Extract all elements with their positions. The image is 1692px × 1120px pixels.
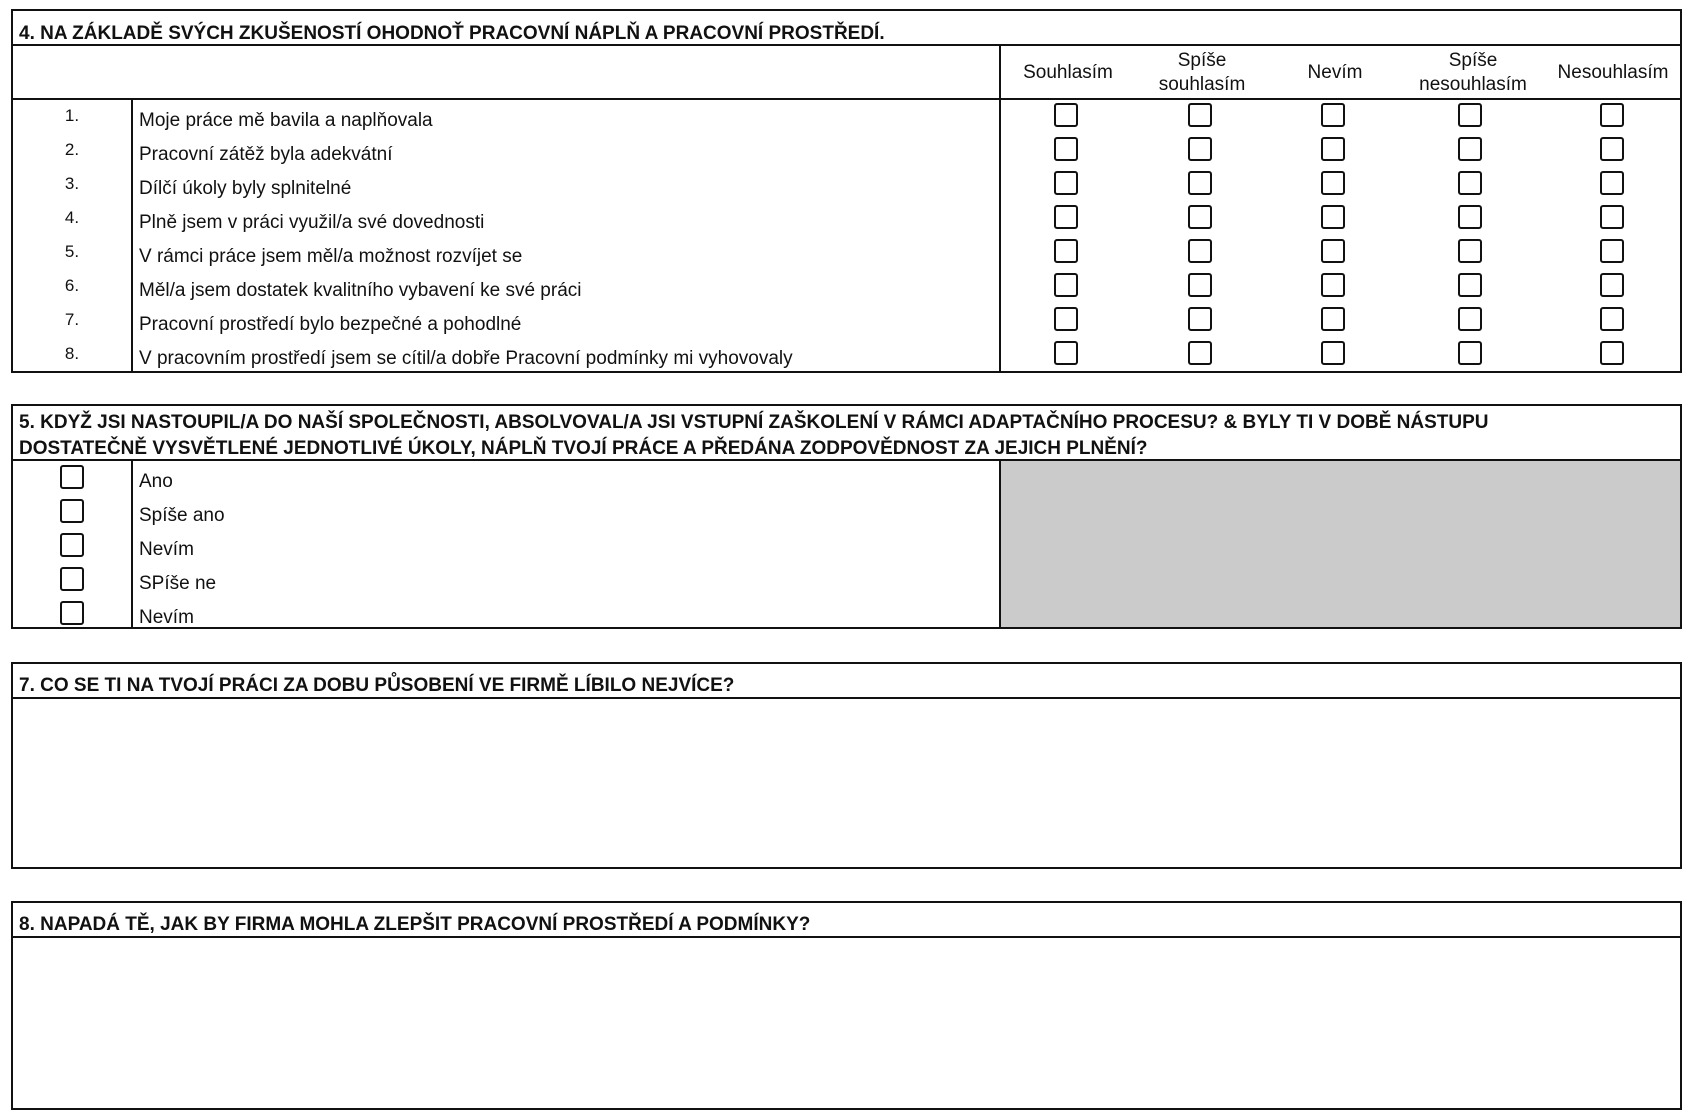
section-5-shaded-area-divider (999, 459, 1001, 627)
rating-checkbox[interactable] (1321, 273, 1345, 297)
rating-checkbox[interactable] (1054, 103, 1078, 127)
option-label: Spíše ano (139, 505, 225, 526)
option-checkbox[interactable] (60, 567, 84, 591)
rating-checkbox[interactable] (1054, 273, 1078, 297)
rating-checkbox[interactable] (1321, 341, 1345, 365)
row-number: 1. (64, 106, 80, 125)
column-header-spise-nesouhlasim (1408, 49, 1538, 97)
section-8-open-question (11, 901, 1682, 1110)
statement-text: Pracovní prostředí bylo bezpečné a pohodlné (139, 314, 522, 335)
rating-checkbox[interactable] (1600, 205, 1624, 229)
rating-checkbox[interactable] (1321, 307, 1345, 331)
section-7-open-question (11, 662, 1682, 869)
rating-checkbox[interactable] (1458, 273, 1482, 297)
rating-checkbox[interactable] (1188, 307, 1212, 331)
statement-text: V pracovním prostředí jsem se cítil/a dobře Pracovní podmínky mi vyhovovaly (139, 348, 793, 369)
column-header-souhlasim (1013, 61, 1123, 85)
statement-text: Plně jsem v práci využil/a své dovednosti (139, 212, 485, 233)
statement-text: Dílčí úkoly byly splnitelné (139, 178, 352, 199)
section-4-options-column-divider (999, 44, 1001, 371)
rating-checkbox[interactable] (1054, 341, 1078, 365)
column-header-line: Spíše (1177, 50, 1227, 71)
rating-checkbox[interactable] (1458, 239, 1482, 263)
option-label: Nevím (139, 607, 194, 628)
rating-checkbox[interactable] (1600, 239, 1624, 263)
row-number: 8. (64, 344, 80, 363)
section-4-title-divider (13, 44, 1680, 46)
statement-text: Pracovní zátěž byla adekvátní (139, 144, 393, 165)
column-header-nevim (1280, 61, 1390, 85)
rating-checkbox[interactable] (1054, 205, 1078, 229)
row-number: 4. (64, 208, 80, 227)
rating-checkbox[interactable] (1321, 205, 1345, 229)
row-number: 5. (64, 242, 80, 261)
row-number: 2. (64, 140, 80, 159)
rating-checkbox[interactable] (1600, 103, 1624, 127)
rating-checkbox[interactable] (1458, 205, 1482, 229)
column-header-line: nesouhlasím (1419, 74, 1527, 95)
column-header-line: Nesouhlasím (1557, 62, 1669, 83)
column-header-line: Spíše (1448, 50, 1498, 71)
rating-checkbox[interactable] (1458, 307, 1482, 331)
rating-checkbox[interactable] (1600, 171, 1624, 195)
rating-checkbox[interactable] (1321, 239, 1345, 263)
rating-checkbox[interactable] (1188, 239, 1212, 263)
option-label: SPíše ne (139, 573, 217, 594)
rating-checkbox[interactable] (1600, 307, 1624, 331)
rating-checkbox[interactable] (1458, 137, 1482, 161)
option-label: Ano (139, 471, 173, 492)
rating-checkbox[interactable] (1188, 103, 1212, 127)
section-5-checkbox-column-divider (131, 459, 133, 627)
rating-checkbox[interactable] (1321, 137, 1345, 161)
rating-checkbox[interactable] (1458, 171, 1482, 195)
section-7-answer-area[interactable] (13, 699, 1680, 867)
column-header-line: Souhlasím (1023, 62, 1113, 83)
rating-checkbox[interactable] (1600, 341, 1624, 365)
rating-checkbox[interactable] (1054, 137, 1078, 161)
section-4-header-divider (13, 98, 1680, 100)
option-checkbox[interactable] (60, 499, 84, 523)
option-checkbox[interactable] (60, 465, 84, 489)
rating-checkbox[interactable] (1188, 273, 1212, 297)
rating-checkbox[interactable] (1054, 239, 1078, 263)
section-4-number-column-divider (131, 98, 133, 371)
section-5-title (13, 411, 1680, 461)
statement-text: Měl/a jsem dostatek kvalitního vybavení ke své práci (139, 280, 582, 301)
section-4-title: 4. NA ZÁKLADĚ SVÝCH ZKUŠENOSTÍ OHODNOŤ PRACOVNÍ NÁPLŇ A PRACOVNÍ PROSTŘEDÍ. (19, 23, 885, 44)
section-5-shaded-area (1001, 461, 1680, 627)
section-5-title-line-1: 5. KDYŽ JSI NASTOUPIL/A DO NAŠÍ SPOLEČNOSTI, ABSOLVOVAL/A JSI VSTUPNÍ ZAŠKOLENÍ V RÁMCI ADAPTAČNÍHO PROCESU? & BYLY TI V DOBĚ NÁSTUPU (19, 412, 1489, 433)
section-5-onboarding-question (11, 404, 1682, 629)
row-number: 3. (64, 174, 80, 193)
row-number: 6. (64, 276, 80, 295)
section-8-answer-area[interactable] (13, 938, 1680, 1108)
option-checkbox[interactable] (60, 601, 84, 625)
statement-text: Moje práce mě bavila a naplňovala (139, 110, 433, 131)
rating-checkbox[interactable] (1600, 137, 1624, 161)
column-header-nesouhlasim (1548, 61, 1678, 85)
rating-checkbox[interactable] (1600, 273, 1624, 297)
rating-checkbox[interactable] (1188, 341, 1212, 365)
section-7-title: 7. CO SE TI NA TVOJÍ PRÁCI ZA DOBU PŮSOBENÍ VE FIRMĚ LÍBILO NEJVÍCE? (19, 675, 735, 696)
rating-checkbox[interactable] (1188, 171, 1212, 195)
section-5-title-line-2: DOSTATEČNĚ VYSVĚTLENÉ JEDNOTLIVÉ ÚKOLY, NÁPLŇ TVOJÍ PRÁCE A PŘEDÁNA ZODPOVĚDNOST ZA JEJICH PLNĚNÍ? (19, 438, 1148, 459)
rating-checkbox[interactable] (1321, 103, 1345, 127)
statement-text: V rámci práce jsem měl/a možnost rozvíjet se (139, 246, 523, 267)
column-header-line: souhlasím (1158, 74, 1246, 95)
rating-checkbox[interactable] (1054, 307, 1078, 331)
section-8-title: 8. NAPADÁ TĚ, JAK BY FIRMA MOHLA ZLEPŠIT PRACOVNÍ PROSTŘEDÍ A PODMÍNKY? (19, 914, 811, 935)
rating-checkbox[interactable] (1458, 341, 1482, 365)
rating-checkbox[interactable] (1188, 137, 1212, 161)
row-number: 7. (64, 310, 80, 329)
column-header-spise-souhlasim (1147, 49, 1257, 97)
option-label: Nevím (139, 539, 194, 560)
rating-checkbox[interactable] (1054, 171, 1078, 195)
option-checkbox[interactable] (60, 533, 84, 557)
rating-checkbox[interactable] (1321, 171, 1345, 195)
section-4-rating-table (11, 9, 1682, 373)
column-header-line: Nevím (1307, 62, 1363, 83)
rating-checkbox[interactable] (1188, 205, 1212, 229)
rating-checkbox[interactable] (1458, 103, 1482, 127)
